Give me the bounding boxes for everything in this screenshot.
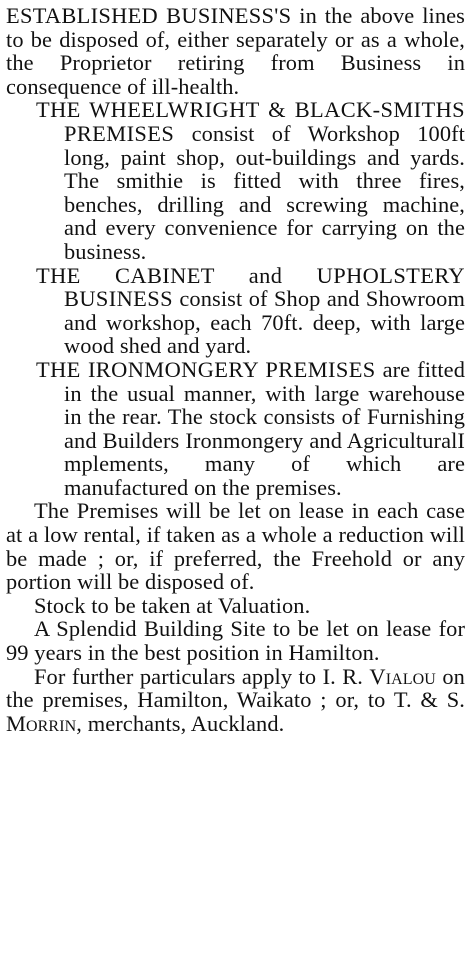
section-heading: THE WHEELWRIGHT & BLACK-SMITHS PREMISES <box>36 97 465 146</box>
contact-name-morrin: Morrin <box>6 710 77 736</box>
section-cabinet <box>6 264 465 358</box>
stock-paragraph: Stock to be taken at Valuation. <box>34 592 311 618</box>
intro-body: in the above lines to be disposed of, either separately or as a whole, the Proprietor retiring from Business in consequence of ill-health. <box>6 3 465 99</box>
site-paragraph: A Splendid Building Site to be let on lease for 99 years in the best position in Hamilton. <box>6 616 465 666</box>
section-body: consist of Workshop 100ft long, paint shop, out-buildings and yards. The smithie is fitted with three fires, benches, drilling and screwing machine, and every convenience for carrying on the business. <box>64 120 465 264</box>
section-heading: THE IRONMONGERY PREMISES <box>36 356 376 382</box>
contact-middle: on the premises, Hamilton, Waikato ; or, to T. & S. <box>6 663 465 713</box>
section-ironmongery <box>6 358 465 500</box>
intro-lead: ESTABLISHED BUSINESS'S <box>6 3 292 28</box>
contact-name-vialou: Vialou <box>369 663 436 689</box>
lease-paragraph: The Premises will be let on lease in each case at a low rental, if taken as a whole a reduction will be made ; or, if preferred, the Freehold or any portion will be disposed of. <box>6 498 465 595</box>
contact-prefix: For further particulars apply to I. R. <box>34 663 370 689</box>
contact-paragraph <box>6 665 465 736</box>
intro-paragraph <box>6 4 465 98</box>
contact-suffix: , merchants, Auckland. <box>76 710 285 736</box>
section-body: consist of Shop and Showroom and workshop, each 70ft. deep, with large wood shed and yard. <box>64 286 465 359</box>
section-heading: THE CABINET and UPHOLSTERY BUSINESS <box>36 262 465 312</box>
section-wheelwright <box>6 98 465 263</box>
section-body: are fitted in the usual manner, with large warehouse in the rear. The stock consists of Furnishing and Builders Ironmongery and AgriculturalI mplements, many of which are manufactured on the premises. <box>64 356 465 500</box>
